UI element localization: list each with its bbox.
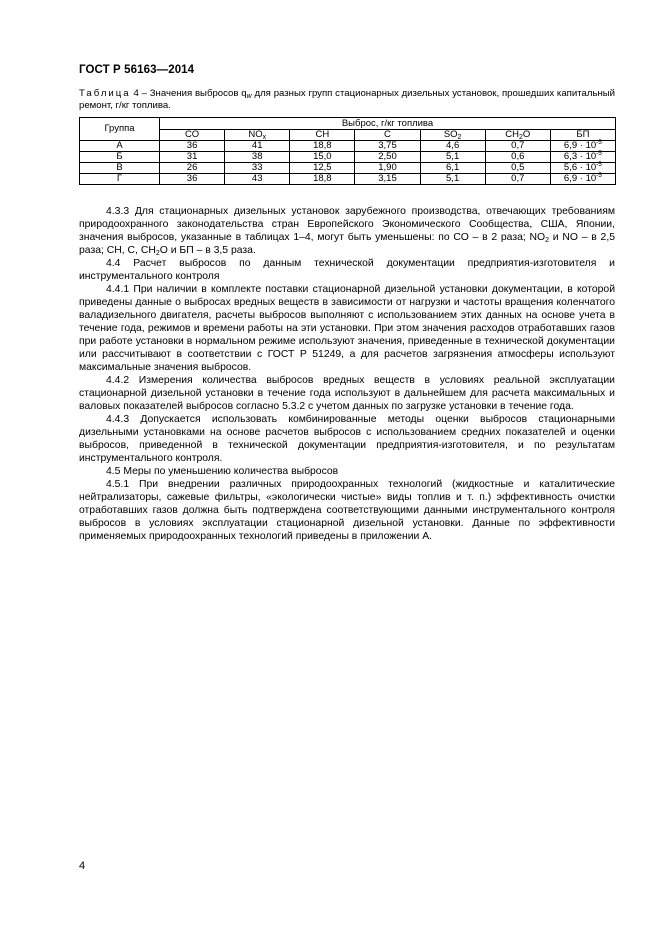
column-header: БП — [550, 130, 615, 141]
table-cell: 4,6 — [420, 141, 485, 152]
table-cell: 2,50 — [355, 152, 420, 163]
table-caption-subscript: w — [246, 93, 252, 100]
table-row — [80, 174, 616, 185]
table-cell: 5,1 — [420, 174, 485, 185]
table-caption-tail: для разных групп стационарных дизельных установок, прошедших капитальный ремонт, г/кг топлива. — [79, 88, 615, 111]
table-cell: 5,1 — [420, 152, 485, 163]
table-cell: 0,6 — [485, 152, 550, 163]
body-text — [79, 205, 615, 543]
table-caption-text: 4 – Значения выбросов q — [130, 88, 247, 99]
table-caption-word: Таблица — [79, 88, 131, 99]
header-group: Группа — [80, 118, 160, 141]
paragraph-4-4-3: 4.4.3 Допускается использовать комбинированные методы оценки выбросов стационарными дизельными установками на основе расчетов выбросов с использованием средних показателей и оценки выбросов, приведенной в технической документации предприятия-изготовителя, и по результатам инструментального контроля. — [79, 414, 615, 464]
column-header: $SO_2$ — [420, 130, 485, 141]
table-cell: 15,0 — [290, 152, 355, 163]
table-row — [80, 152, 616, 163]
row-group: Г — [80, 174, 160, 185]
table-cell: $6,3 \cdot 10^{-5}$ — [550, 152, 615, 163]
page-number: 4 — [79, 860, 86, 872]
table-row — [80, 163, 616, 174]
table-cell: 38 — [225, 152, 290, 163]
table-cell: 3,75 — [355, 141, 420, 152]
paragraph-4-3-3: 4.3.3 Для стационарных дизельных установок зарубежного производства, отвечающих требованиям природоохранного законодательства стран Европейского Экономического Сообщества, США, Японии, значения выбросов, указанные в таблицах 1–4, могут быть уменьшены: по СО – в 2 раза; $NO_2$ и NO – в 2,5 раза; СН, С, $СН_2О$ и БП – в 3,5 раза. — [79, 206, 616, 257]
table-cell: 0,5 — [485, 163, 550, 174]
table-cell: 31 — [160, 152, 225, 163]
emissions-table — [79, 117, 616, 185]
column-header: $NO_x$ — [225, 130, 290, 141]
row-group: А — [80, 141, 160, 152]
column-header: C — [355, 130, 420, 141]
table-cell: 41 — [225, 141, 290, 152]
column-header: $CH_2O$ — [485, 130, 550, 141]
paragraph-4-5-1: 4.5.1 При внедрении различных природоохранных технологий (жидкостные и каталитические нейтрализаторы, сажевые фильтры, «экологически чистые» виды топлив и т. п.) эффективность очистки отработавших газов должна быть подтверждена соответствующими данными инструментального контроля выбросов в условиях эксплуатации стационарной дизельной установки. Данные по эффективности применяемых природоохранных технологий приведены в приложении А. — [79, 479, 615, 542]
paragraph-4-4: 4.4 Расчет выбросов по данным технической документации предприятия-изготовителя и инструментального контроля — [79, 258, 615, 282]
table-cell: 36 — [160, 174, 225, 185]
table-cell: 36 — [160, 141, 225, 152]
row-group: В — [80, 163, 160, 174]
table-cell: 12,5 — [290, 163, 355, 174]
table-cell: 0,7 — [485, 174, 550, 185]
table-cell: 26 — [160, 163, 225, 174]
table-cell: 33 — [225, 163, 290, 174]
header-emission: Выброс, г/кг топлива — [160, 118, 616, 130]
column-header: CO — [160, 130, 225, 141]
document-header: ГОСТ Р 56163—2014 — [79, 64, 195, 76]
table-cell: $6,9 \cdot 10^{-5}$ — [550, 174, 615, 185]
table-cell: 43 — [225, 174, 290, 185]
paragraph-4-4-1: 4.4.1 При наличии в комплекте поставки стационарной дизельной установки документации, в которой приведены данные о выбросах вредных веществ в зависимости от нагрузки и частоты вращения коленчатого валадизельного двигателя, расчеты выбросов выполняют с использованием этих данных на основе учета в течение года, режимов и времени работы на эти установки. При этом значения расходов отработавших газов при работе установки в нормальном режиме используют значения, приведенные в технической документации или рассчитывают в соответствии с ГОСТ Р 51249, а для расчетов загрязнения атмосферы используют максимальные значения выбросов. — [79, 284, 615, 373]
table-cell: 18,8 — [290, 174, 355, 185]
table-cell: $5,6 \cdot 10^{-5}$ — [550, 163, 615, 174]
row-group: Б — [80, 152, 160, 163]
table-cell: $6,9 \cdot 10^{-5}$ — [550, 141, 615, 152]
table-cell: 1,90 — [355, 163, 420, 174]
table-cell: 0,7 — [485, 141, 550, 152]
table-cell: 6,1 — [420, 163, 485, 174]
table-cell: 3,15 — [355, 174, 420, 185]
table-caption — [79, 88, 615, 112]
column-header: CH — [290, 130, 355, 141]
paragraph-4-4-2: 4.4.2 Измерения количества выбросов вредных веществ в условиях реальной эксплуатации стационарной дизельной установки в течение года используют в дальнейшем для расчета максимальных и валовых показателей выбросов согласно 5.3.2 с учетом данных по загрузке установки в течение года. — [79, 375, 615, 412]
table-cell: 18,8 — [290, 141, 355, 152]
table-row — [80, 141, 616, 152]
paragraph-4-5: 4.5 Меры по уменьшению количества выбросов — [106, 466, 339, 477]
